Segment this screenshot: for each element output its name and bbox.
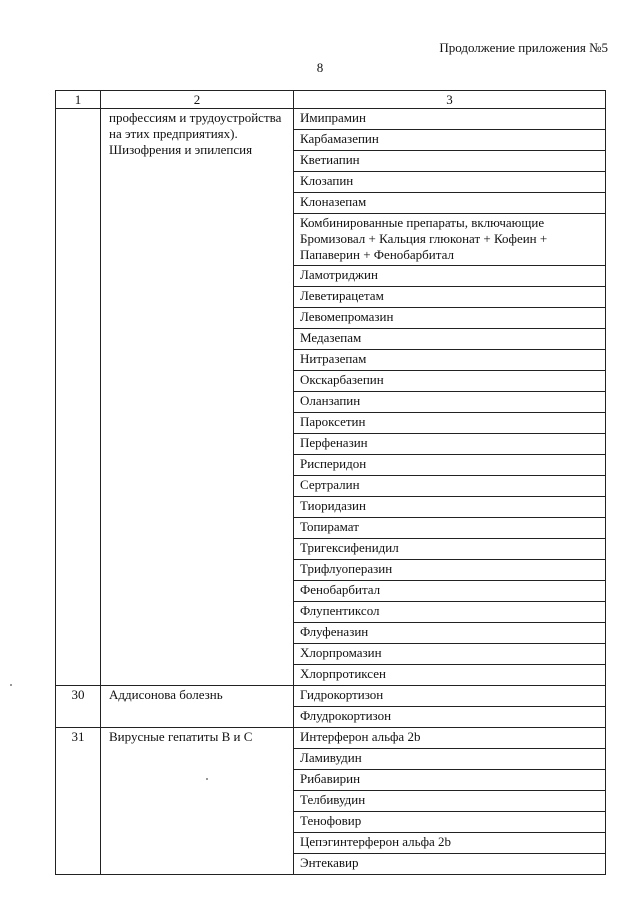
table-row xyxy=(56,109,606,130)
drug-name: Ламотриджин xyxy=(294,266,606,287)
drug-name: Рибавирин xyxy=(294,770,606,791)
scan-speck xyxy=(10,684,12,686)
drug-name: Тенофовир xyxy=(294,812,606,833)
column-header-3: 3 xyxy=(294,91,606,109)
drug-name: Карбамазепин xyxy=(294,130,606,151)
drug-name: Комбинированные препараты, включающие Бромизовал + Кальция глюконат + Кофеин + Папаверин + Фенобарбитал xyxy=(294,214,606,266)
drug-name: Сертралин xyxy=(294,476,606,497)
drug-name: Медазепам xyxy=(294,329,606,350)
drug-name: Пароксетин xyxy=(294,413,606,434)
drug-name: Гидрокортизон xyxy=(294,686,606,707)
table-body xyxy=(56,109,606,875)
drug-name: Нитразепам xyxy=(294,350,606,371)
drug-name: Флупентиксол xyxy=(294,602,606,623)
drug-name: Трифлуоперазин xyxy=(294,560,606,581)
continuation-note: Продолжение приложения №5 xyxy=(439,40,608,55)
scan-speck xyxy=(206,778,208,780)
condition-name: профессиям и трудоустройства на этих предприятиях). Шизофрения и эпилепсия xyxy=(101,109,294,686)
drug-name: Цепэгинтерферон альфа 2b xyxy=(294,833,606,854)
row-number: 31 xyxy=(56,728,101,875)
table-row xyxy=(56,686,606,707)
drug-name: Флудрокортизон xyxy=(294,707,606,728)
drug-name: Окскарбазепин xyxy=(294,371,606,392)
drug-name: Клозапин xyxy=(294,172,606,193)
table-header xyxy=(56,91,606,109)
page-number: 8 xyxy=(316,60,324,75)
drug-list-table xyxy=(55,90,606,875)
drug-name: Ламивудин xyxy=(294,749,606,770)
drug-name: Имипрамин xyxy=(294,109,606,130)
header-row xyxy=(56,91,606,109)
drug-name: Флуфеназин xyxy=(294,623,606,644)
row-number: 30 xyxy=(56,686,101,728)
column-header-2: 2 xyxy=(101,91,294,109)
drug-name: Фенобарбитал xyxy=(294,581,606,602)
drug-name: Энтекавир xyxy=(294,854,606,875)
drug-name: Оланзапин xyxy=(294,392,606,413)
drug-name: Тригексифенидил xyxy=(294,539,606,560)
drug-name: Кветиапин xyxy=(294,151,606,172)
drug-name: Тиоридазин xyxy=(294,497,606,518)
drug-name: Хлорпромазин xyxy=(294,644,606,665)
condition-name: Аддисонова болезнь xyxy=(101,686,294,728)
drug-name: Клоназепам xyxy=(294,193,606,214)
drug-name: Хлорпротиксен xyxy=(294,665,606,686)
drug-name: Леветирацетам xyxy=(294,287,606,308)
drug-name: Левомепромазин xyxy=(294,308,606,329)
drug-name: Рисперидон xyxy=(294,455,606,476)
column-header-1: 1 xyxy=(56,91,101,109)
drug-name: Перфеназин xyxy=(294,434,606,455)
drug-name: Телбивудин xyxy=(294,791,606,812)
drug-name: Топирамат xyxy=(294,518,606,539)
row-number xyxy=(56,109,101,686)
condition-name: Вирусные гепатиты В и С xyxy=(101,728,294,875)
table-row xyxy=(56,728,606,749)
drug-name: Интерферон альфа 2b xyxy=(294,728,606,749)
